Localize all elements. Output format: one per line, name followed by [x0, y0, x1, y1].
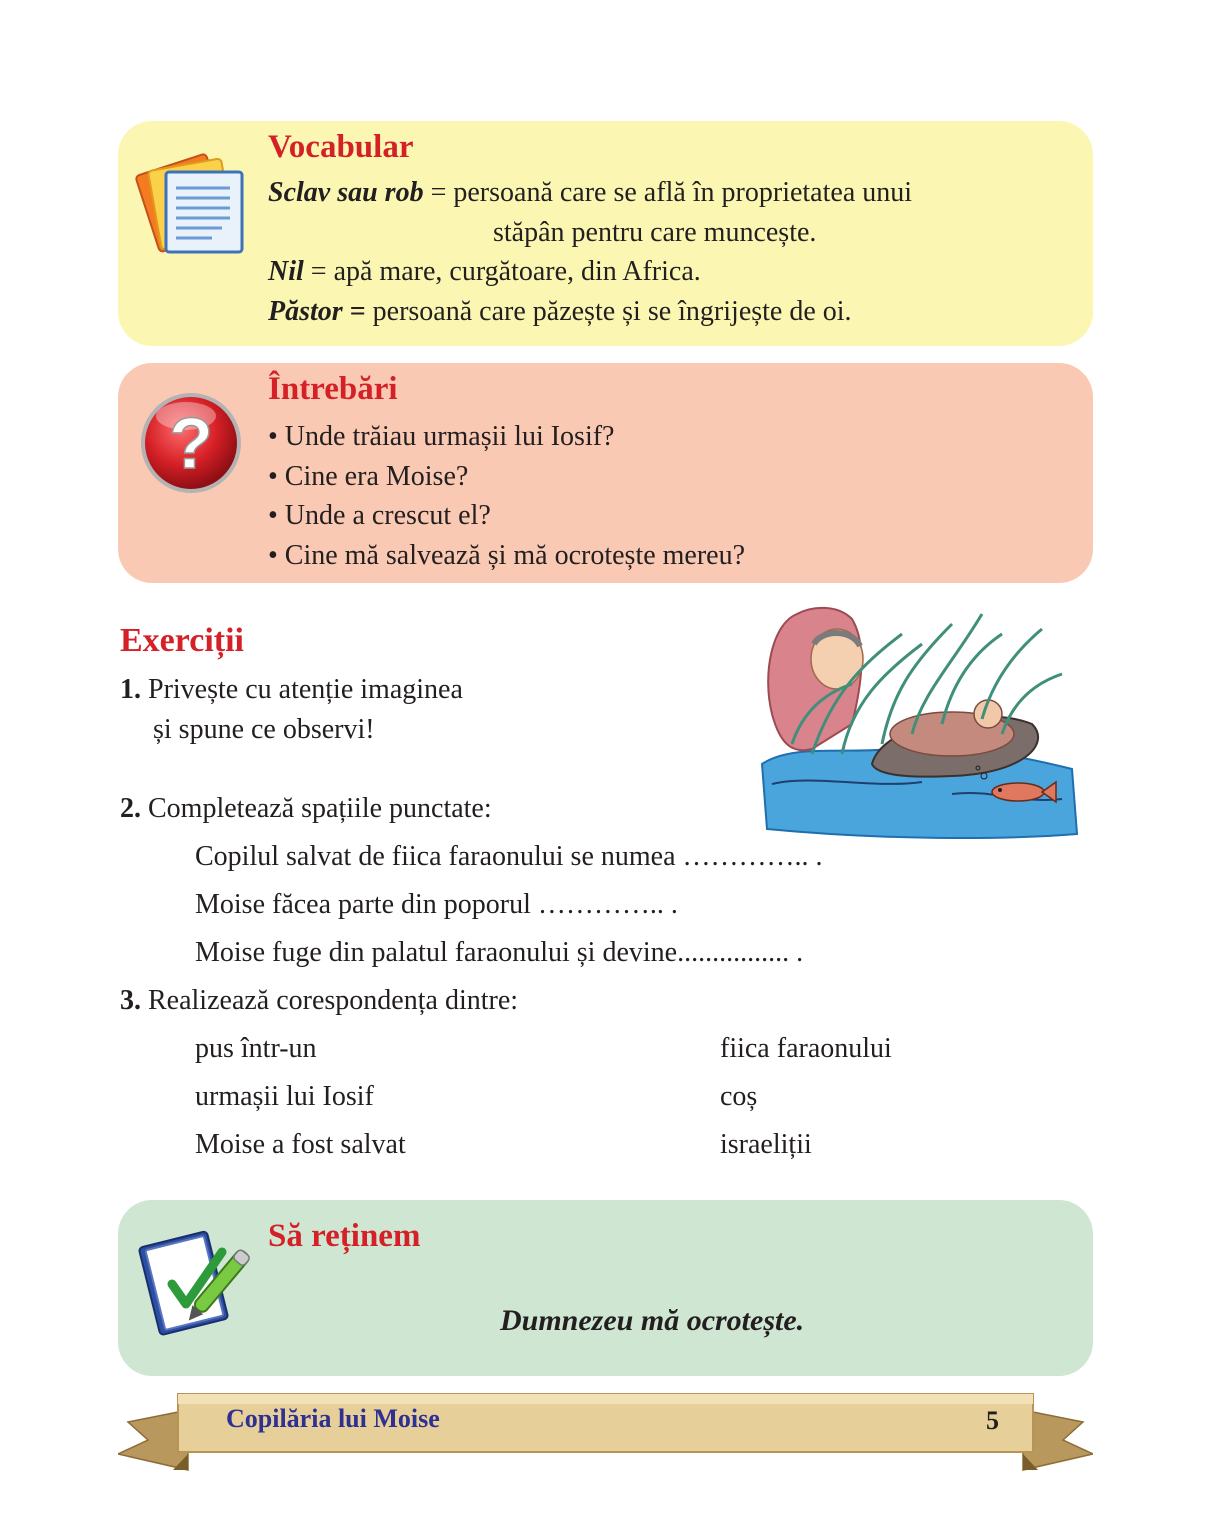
- question-item: • Unde trăiau urmașii lui Iosif?: [268, 421, 615, 452]
- vocab-entry-2: Nil = apă mare, curgătoare, din Africa.: [268, 256, 701, 287]
- questions-title: Întrebări: [268, 371, 398, 407]
- vocabulary-title: Vocabular: [268, 129, 414, 165]
- exercise-2-line: Moise făcea parte din poporul ………….. .: [195, 889, 678, 920]
- question-item: • Unde a crescut el?: [268, 500, 491, 531]
- remember-text: Dumnezeu mă ocrotește.: [500, 1304, 805, 1337]
- footer-lesson-title: Copilăria lui Moise: [226, 1404, 440, 1433]
- svg-text:?: ?: [169, 404, 213, 484]
- exercise-3-label: 3. Realizează corespondența dintre:: [120, 985, 519, 1016]
- vocabulary-box: [118, 121, 1093, 346]
- exercise-2-line: Moise fuge din palatul faraonului și devine................ .: [195, 937, 804, 968]
- exercise-2-label: 2. Completează spațiile punctate:: [120, 793, 492, 824]
- exercises-title: Exerciții: [120, 622, 244, 659]
- remember-box: [118, 1200, 1093, 1376]
- page-number: 5: [986, 1406, 999, 1435]
- exercise-1-line-2: și spune ce observi!: [153, 714, 375, 745]
- exercise-3-left-item: Moise a fost salvat: [195, 1129, 406, 1160]
- vocab-entry-3: Păstor = persoană care păzește și se îngrijește de oi.: [268, 296, 852, 327]
- remember-title: Să reținem: [268, 1218, 421, 1254]
- notepad-checkmark-icon: [134, 1222, 250, 1338]
- moses-basket-illustration: [752, 604, 1080, 840]
- questions-box: [118, 363, 1093, 583]
- exercise-2-line: Copilul salvat de fiica faraonului se numea ………….. .: [195, 841, 823, 872]
- exercise-3-right-item: israeliții: [720, 1129, 812, 1160]
- exercise-3-left-item: pus într-un: [195, 1033, 317, 1064]
- question-item: • Cine era Moise?: [268, 461, 469, 492]
- question-item: • Cine mă salvează și mă ocrotește mereu?: [268, 540, 746, 571]
- exercise-1-line-1: 1. Privește cu atenție imaginea: [120, 674, 463, 705]
- question-mark-icon: [136, 388, 246, 498]
- exercise-3-right-item: coș: [720, 1081, 758, 1112]
- exercise-3-left-item: urmașii lui Iosif: [195, 1081, 374, 1112]
- exercise-3-right-item: fiica faraonului: [720, 1033, 892, 1064]
- vocab-entry-1: Sclav sau rob = persoană care se află în proprietatea unui: [268, 177, 913, 208]
- vocab-entry-1-continuation: stăpân pentru care muncește.: [493, 217, 817, 248]
- documents-icon: [132, 142, 252, 260]
